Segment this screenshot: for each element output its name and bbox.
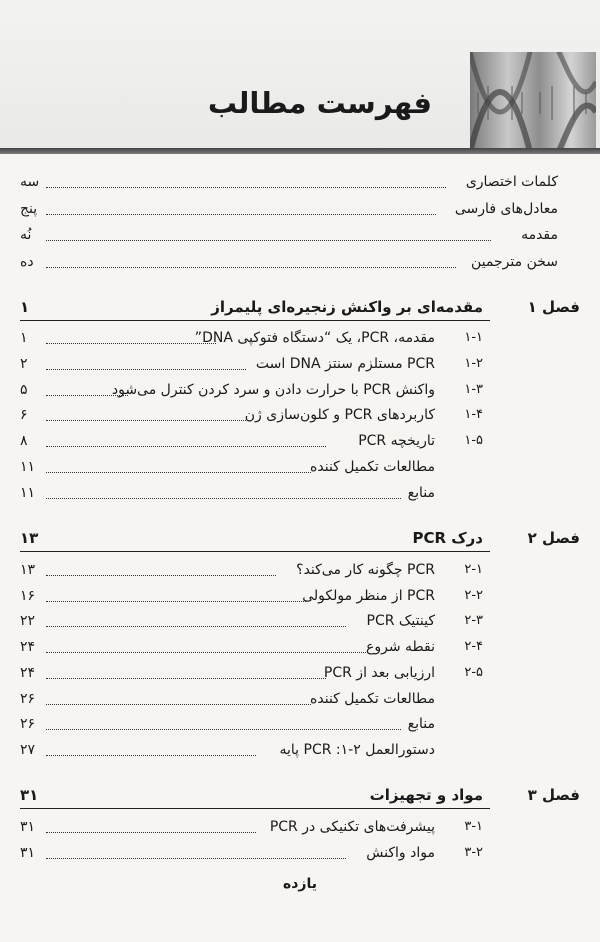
leader-dots xyxy=(46,214,436,215)
section-number: ۱-۲ xyxy=(464,356,483,371)
front-matter-entry[interactable] xyxy=(0,252,600,276)
section-title: دستورالعمل ۲-۱: PCR پایه xyxy=(279,742,435,758)
section-title: منابع xyxy=(407,485,435,501)
chapter-heading[interactable] xyxy=(0,296,600,320)
section-entry[interactable] xyxy=(0,586,600,610)
section-entry[interactable] xyxy=(0,560,600,584)
section-entry[interactable] xyxy=(0,843,600,867)
chapter-title: مقدمه‌ای بر واکنش زنجیره‌ای پلیمراز xyxy=(211,298,483,316)
leader-dots xyxy=(46,187,446,188)
section-page: ۵ xyxy=(20,382,28,398)
section-title: منابع xyxy=(407,716,435,732)
section-number: ۱-۴ xyxy=(464,407,483,422)
section-entry[interactable] xyxy=(0,740,600,764)
chapter-title: مواد و تجهیزات xyxy=(369,786,483,804)
section-page: ۲۴ xyxy=(20,665,36,681)
section-entry[interactable] xyxy=(0,663,600,687)
chapter-heading[interactable] xyxy=(0,527,600,551)
leader-dots xyxy=(46,704,311,705)
leader-dots xyxy=(46,240,491,241)
chapter-rule xyxy=(20,808,490,809)
leader-dots xyxy=(46,446,326,447)
section-title: مقدمه، PCR، یک “دستگاه فتوکپی DNA” xyxy=(194,330,435,346)
section-page: ۱ xyxy=(20,330,28,346)
section-number: ۱-۱ xyxy=(464,330,483,345)
leader-dots xyxy=(46,678,326,679)
leader-dots xyxy=(46,832,256,833)
section-entry[interactable] xyxy=(0,354,600,378)
section-entry[interactable] xyxy=(0,714,600,738)
chapter-page: ۳۱ xyxy=(20,786,39,804)
leader-dots xyxy=(46,472,311,473)
section-entry[interactable] xyxy=(0,457,600,481)
section-number: ۲-۱ xyxy=(464,562,483,577)
entry-title: کلمات اختصاری xyxy=(465,174,558,190)
section-title: مطالعات تکمیل کننده xyxy=(310,691,435,707)
leader-dots xyxy=(46,343,216,344)
chapter-page: ۱۳ xyxy=(20,529,39,547)
front-matter-entry[interactable] xyxy=(0,225,600,249)
section-number: ۳-۲ xyxy=(464,845,483,860)
section-title: ارزیابی بعد از PCR xyxy=(323,665,435,681)
leader-dots xyxy=(46,420,246,421)
section-page: ۲۲ xyxy=(20,613,36,629)
entry-page: سه xyxy=(20,174,40,190)
entry-page: ده xyxy=(20,254,34,270)
section-page: ۱۱ xyxy=(20,459,36,475)
entry-page: پنج xyxy=(20,201,38,217)
section-page: ۳۱ xyxy=(20,819,36,835)
leader-dots xyxy=(46,575,276,576)
chapter-rule xyxy=(20,551,490,552)
section-number: ۲-۴ xyxy=(464,639,483,654)
entry-title: مقدمه xyxy=(521,227,558,243)
entry-title: سخن مترجمین xyxy=(471,254,558,270)
front-matter-entry[interactable] xyxy=(0,172,600,196)
section-entry[interactable] xyxy=(0,380,600,404)
leader-dots xyxy=(46,369,246,370)
section-page: ۲ xyxy=(20,356,28,372)
dna-helix-image xyxy=(470,52,596,152)
chapter-page: ۱ xyxy=(20,298,30,316)
section-page: ۳۱ xyxy=(20,845,36,861)
section-title: PCR چگونه کار می‌کند؟ xyxy=(296,562,435,578)
page-number-footer: یازده xyxy=(282,876,318,892)
chapter-rule xyxy=(20,320,490,321)
section-page: ۶ xyxy=(20,407,28,423)
section-title: کاربردهای PCR و کلون‌سازی ژن xyxy=(244,407,435,423)
section-title: نقطه شروع xyxy=(366,639,435,655)
section-entry[interactable] xyxy=(0,611,600,635)
section-page: ۱۶ xyxy=(20,588,36,604)
section-entry[interactable] xyxy=(0,689,600,713)
leader-dots xyxy=(46,858,346,859)
leader-dots xyxy=(46,652,366,653)
section-title: پیشرفت‌های تکنیکی در PCR xyxy=(269,819,435,835)
chapter-label: فصل ۱ xyxy=(527,298,580,316)
leader-dots xyxy=(46,601,306,602)
section-number: ۱-۳ xyxy=(464,382,483,397)
page-title: فهرست مطالب xyxy=(207,86,432,120)
section-page: ۸ xyxy=(20,433,28,449)
section-title: کینتیک PCR xyxy=(366,613,435,629)
section-title: PCR از منظر مولکولی xyxy=(302,588,435,604)
section-entry[interactable] xyxy=(0,328,600,352)
section-entry[interactable] xyxy=(0,817,600,841)
section-page: ۱۳ xyxy=(20,562,36,578)
section-entry[interactable] xyxy=(0,483,600,507)
section-title: واکنش PCR با حرارت دادن و سرد کردن کنترل می‌شود xyxy=(111,382,435,398)
leader-dots xyxy=(46,755,256,756)
leader-dots xyxy=(46,267,456,268)
section-title: تاریخچه PCR xyxy=(358,433,435,449)
entry-page: نُه xyxy=(20,227,32,243)
section-number: ۱-۵ xyxy=(464,433,483,448)
section-page: ۲۶ xyxy=(20,691,36,707)
section-number: ۳-۱ xyxy=(464,819,483,834)
chapter-label: فصل ۲ xyxy=(527,529,580,547)
leader-dots xyxy=(46,729,401,730)
section-entry[interactable] xyxy=(0,431,600,455)
section-number: ۲-۲ xyxy=(464,588,483,603)
leader-dots xyxy=(46,498,401,499)
section-number: ۲-۳ xyxy=(464,613,483,628)
header-divider xyxy=(0,148,600,154)
chapter-label: فصل ۳ xyxy=(527,786,580,804)
section-page: ۱۱ xyxy=(20,485,36,501)
chapter-heading[interactable] xyxy=(0,784,600,808)
entry-title: معادل‌های فارسی xyxy=(454,201,558,217)
leader-dots xyxy=(46,626,346,627)
section-number: ۲-۵ xyxy=(464,665,483,680)
section-title: مواد واکنش xyxy=(366,845,435,861)
chapter-title: درک PCR xyxy=(412,529,483,547)
section-entry[interactable] xyxy=(0,405,600,429)
section-title: مطالعات تکمیل کننده xyxy=(310,459,435,475)
section-page: ۲۷ xyxy=(20,742,36,758)
front-matter-entry[interactable] xyxy=(0,199,600,223)
section-page: ۲۶ xyxy=(20,716,36,732)
section-entry[interactable] xyxy=(0,637,600,661)
section-title: PCR مستلزم سنتز DNA است xyxy=(255,356,435,372)
section-page: ۲۴ xyxy=(20,639,36,655)
